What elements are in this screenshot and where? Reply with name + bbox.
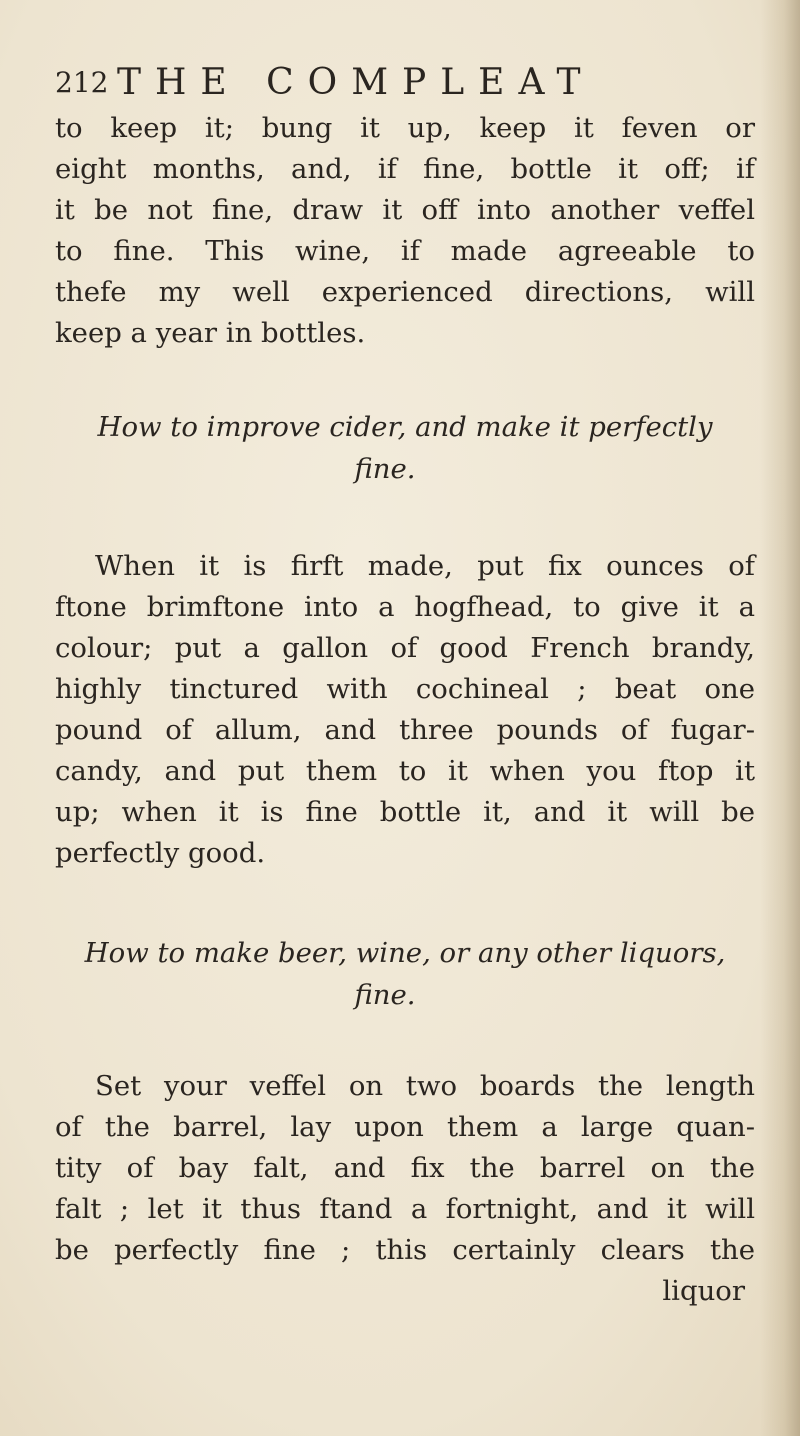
text-line: keep a year in bottles. <box>55 317 366 349</box>
text-line: eight months, and, if fine, bottle it off; if <box>55 153 755 185</box>
page-edge-shadow <box>760 0 800 1436</box>
text-line: of the barrel, lay upon them a large quan- <box>55 1111 755 1143</box>
text-line: When it is firft made, put fix ounces of <box>95 550 755 582</box>
heading-line: fine. <box>354 453 416 485</box>
text-line: perfectly good. <box>55 837 266 869</box>
text-line: tity of bay falt, and fix the barrel on the <box>55 1152 755 1184</box>
recipe-heading-beer <box>55 932 755 1016</box>
text-line: colour; put a gallon of good French brandy, <box>55 632 755 664</box>
text-line: falt ; let it thus ftand a fortnight, and it will <box>55 1193 755 1225</box>
text-line: it be not fine, draw it off into another veffel <box>55 194 755 226</box>
text-line: to fine. This wine, if made agreeable to <box>55 235 755 267</box>
paragraph-wine-continued <box>55 108 755 354</box>
text-line: candy, and put them to it when you ftop it <box>55 755 755 787</box>
page-body <box>55 108 755 1312</box>
text-line: to keep it; bung it up, keep it feven or <box>55 112 755 144</box>
paragraph-cider <box>55 546 755 874</box>
catchword: liquor <box>662 1275 745 1307</box>
text-line: Set your veffel on two boards the length <box>95 1070 755 1102</box>
text-line: highly tinctured with cochineal ; beat one <box>55 673 755 705</box>
heading-line: How to make beer, wine, or any other liquors, <box>84 937 726 969</box>
text-line: up; when it is fine bottle it, and it will be <box>55 796 755 828</box>
text-line: be perfectly fine ; this certainly clears the <box>55 1234 755 1266</box>
text-line: ftone brimftone into a hogfhead, to give it a <box>55 591 755 623</box>
page-number: 212 <box>55 66 109 99</box>
paragraph-beer <box>55 1066 755 1312</box>
heading-line: fine. <box>354 979 416 1011</box>
text-line: thefe my well experienced directions, will <box>55 276 755 308</box>
running-title: THE COMPLEAT <box>117 62 595 103</box>
text-line: pound of allum, and three pounds of fugar- <box>55 714 755 746</box>
heading-line: How to improve cider, and make it perfectly <box>97 411 713 443</box>
recipe-heading-cider <box>55 406 755 490</box>
page-header <box>55 62 755 102</box>
